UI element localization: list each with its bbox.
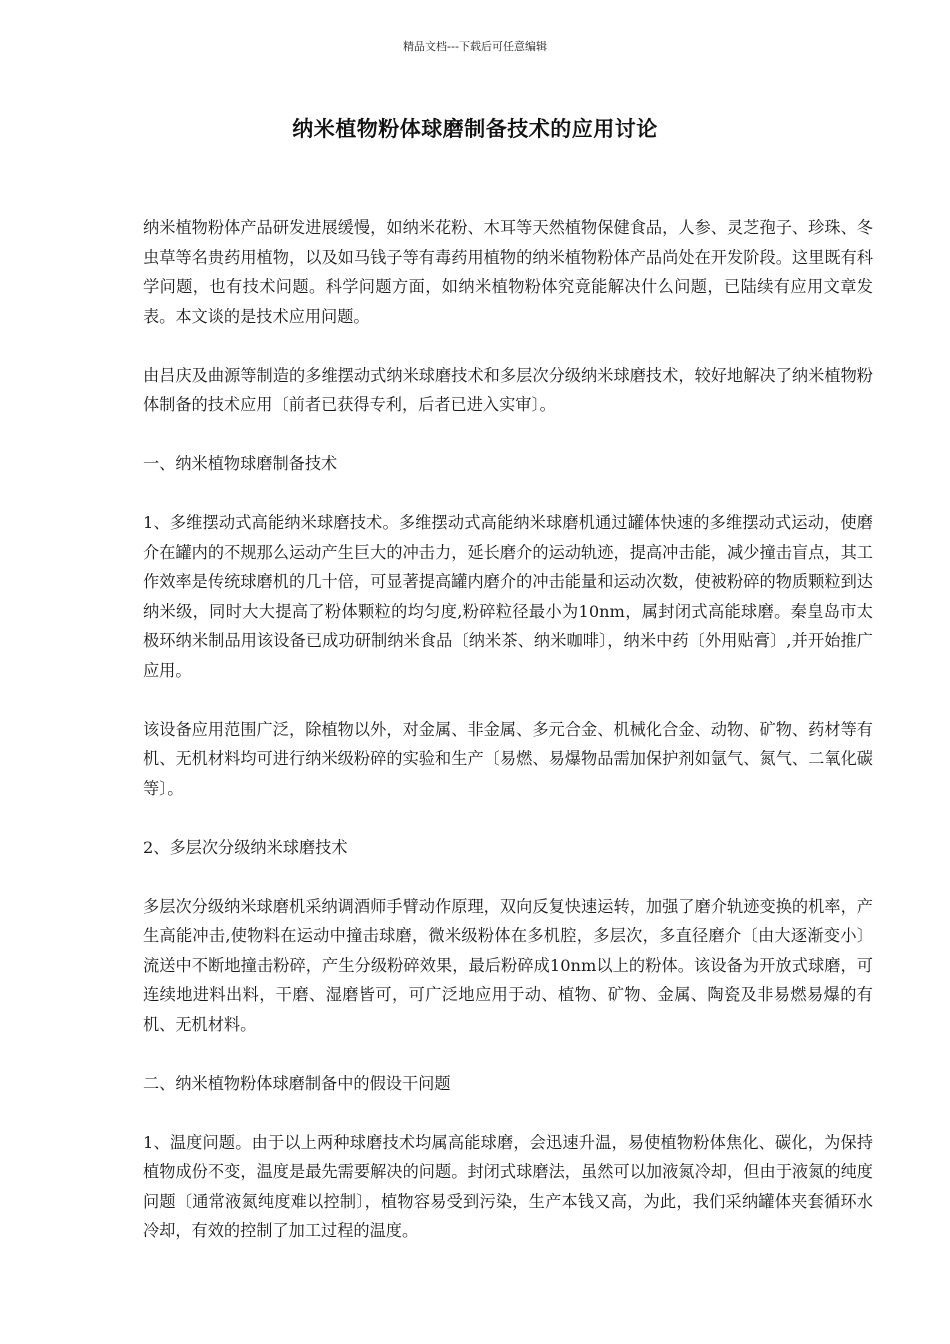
paragraph-application-range: 该设备应用范围广泛，除植物以外，对金属、非金属、多元合金、机械化合金、动物、矿物、药材等有机、无机材料均可进行纳米级粉碎的实验和生产〔易燃、易爆物品需加保护剂如氩气、氮气、二氧化碳等〕。 xyxy=(143,719,873,798)
paragraph-temperature-issue: 1、温度问题。由于以上两种球磨技术均属高能球磨，会迅速升温，易使植物粉体焦化、碳化，为保持植物成份不变，温度是最先需要解决的问题。封闭式球磨法，虽然可以加液氮冷却，但由于液氮的纯度问题〔通常液氮纯度难以控制〕，植物容易受到污染，生产本钱又高，为此，我们采纳罐体夹套循环水冷却，有效的控制了加工过程的温度。 xyxy=(143,1132,873,1240)
subsection-heading-2: 2、多层次分级纳米球磨技术 xyxy=(143,837,348,857)
paragraph-intro: 纳米植物粉体产品研发进展缓慢，如纳米花粉、木耳等天然植物保健食品，人参、灵芝孢子、珍珠、冬虫草等名贵药用植物，以及如马钱子等有毒药用植物的纳米植物粉体产品尚处在开发阶段。这里既有科学问题，也有技术问题。科学问题方面，如纳米植物粉体究竟能解决什么问题，已陆续有应用文章发表。本文谈的是技术应用问题。 xyxy=(143,218,873,326)
paragraph-background: 由吕庆及曲源等制造的多维摆动式纳米球磨技术和多层次分级纳米球磨技术，较好地解决了纳米植物粉体制备的技术应用〔前者已获得专利，后者已进入实审〕。 xyxy=(143,365,873,414)
paragraph-multilevel-milling: 多层次分级纳米球磨机采纳调酒师手臂动作原理，双向反复快速运转，加强了磨介轨迹变换的机率，产生高能冲击,使物料在运动中撞击球磨，微米级粉体在多机腔，多层次，多直径磨介〔由大逐渐变小〕流送中不断地撞击粉碎，产生分级粉碎效果，最后粉碎成10nm以上的粉体。该设备为开放式球磨，可连续地进料出料，干磨、湿磨皆可，可广泛地应用于动、植物、矿物、金属、陶瓷及非易燃易爆的有机、无机材料。 xyxy=(143,896,873,1034)
document-body xyxy=(143,213,873,1246)
section-heading-2: 二、纳米植物粉体球磨制备中的假设干问题 xyxy=(143,1073,451,1093)
document-title: 纳米植物粉体球磨制备技术的应用讨论 xyxy=(292,117,658,141)
section-heading-1: 一、纳米植物球磨制备技术 xyxy=(143,454,338,473)
paragraph-multidimensional-milling: 1、多维摆动式高能纳米球磨技术。多维摆动式高能纳米球磨机通过罐体快速的多维摆动式运动，使磨介在罐内的不规那么运动产生巨大的冲击力，延长磨介的运动轨迹，提高冲击能，减少撞击盲点，其工作效率是传统球磨机的几十倍，可显著提高罐内磨介的冲击能量和运动次数，使被粉碎的物质颗粒到达纳米级，同时大大提高了粉体颗粒的均匀度,粉碎粒径最小为10nm，属封闭式高能球磨。秦皇岛市太极环纳米制品用该设备已成功研制纳米食品〔纳米茶、纳米咖啡〕，纳米中药〔外用贴膏〕,并开始推广应用。 xyxy=(143,513,873,680)
header-note: 精品文档---下载后可任意编辑 xyxy=(403,40,547,53)
